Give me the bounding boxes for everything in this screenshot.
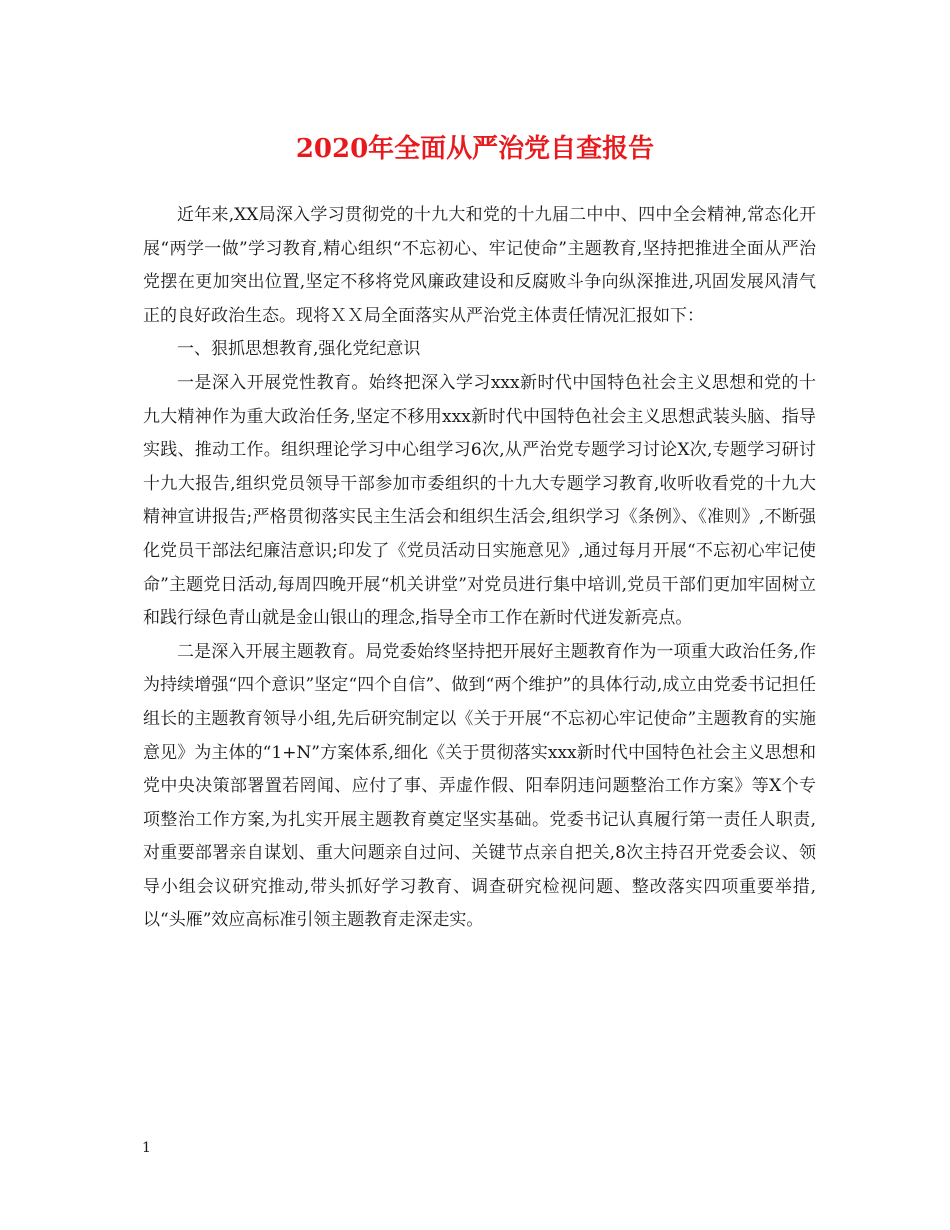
document-title: 2020年全面从严治党自查报告 [295, 134, 655, 164]
body-paragraph: 二是深入开展主题教育。局党委始终坚持把开展好主题教育作为一项重大政治任务,作为持续增强“四个意识”坚定“四个自信”、做到“两个维护”的具体行动,成立由党委书记担任组长的主题教育领导小组,先后研究制定以《关于开展“不忘初心牢记使命”主题教育的实施意见》为主体的“1+N”方案体系,细化《关于贯彻落实xxx新时代中国特色社会主义思想和党中央决策部署置若罔闻、应付了事、弄虚作假、阳奉阴违问题整治工作方案》等X个专项整治工作方案,为扎实开展主题教育奠定坚实基础。党委书记认真履行第一责任人职责,对重要部署亲自谋划、重大问题亲自过问、关键节点亲自把关,8次主持召开党委会议、领导小组会议研究推动,带头抓好学习教育、调查研究检视问题、整改落实四项重要举措,以“头雁”效应高标准引领主题教育走深走实。 [143, 641, 816, 931]
document-body [143, 199, 816, 938]
intro-paragraph: 近年来,XX局深入学习贯彻党的十九大和党的十九届二中中、四中全会精神,常态化开展“两学一做”学习教育,精心组织“不忘初心、牢记使命”主题教育,坚持把推进全面从严治党摆在更加突出位置,坚定不移将党风廉政建设和反腐败斗争向纵深推进,巩固发展风清气正的良好政治生态。现将ＸＸ局全面落实从严治党主体责任情况汇报如下： [143, 205, 816, 326]
section-heading: 一、狠抓思想教育,强化党纪意识 [177, 339, 421, 360]
page-number: 1 [142, 1140, 151, 1156]
body-paragraph: 一是深入开展党性教育。始终把深入学习xxx新时代中国特色社会主义思想和党的十九大精神作为重大政治任务,坚定不移用xxx新时代中国特色社会主义思想武装头脑、指导实践、推动工作。组织理论学习中心组学习6次,从严治党专题学习讨论X次,专题学习研讨十九大报告,组织党员领导干部参加市委组织的十九大专题学习教育,收听收看党的十九大精神宣讲报告;严格贯彻落实民主生活会和组织生活会,组织学习《条例》、《准则》,不断强化党员干部法纪廉洁意识;印发了《党员活动日实施意见》,通过每月开展“不忘初心牢记使命”主题党日活动,每周四晚开展“机关讲堂”对党员进行集中培训,党员干部们更加牢固树立和践行绿色青山就是金山银山的理念,指导全市工作在新时代迸发新亮点。 [143, 372, 816, 629]
